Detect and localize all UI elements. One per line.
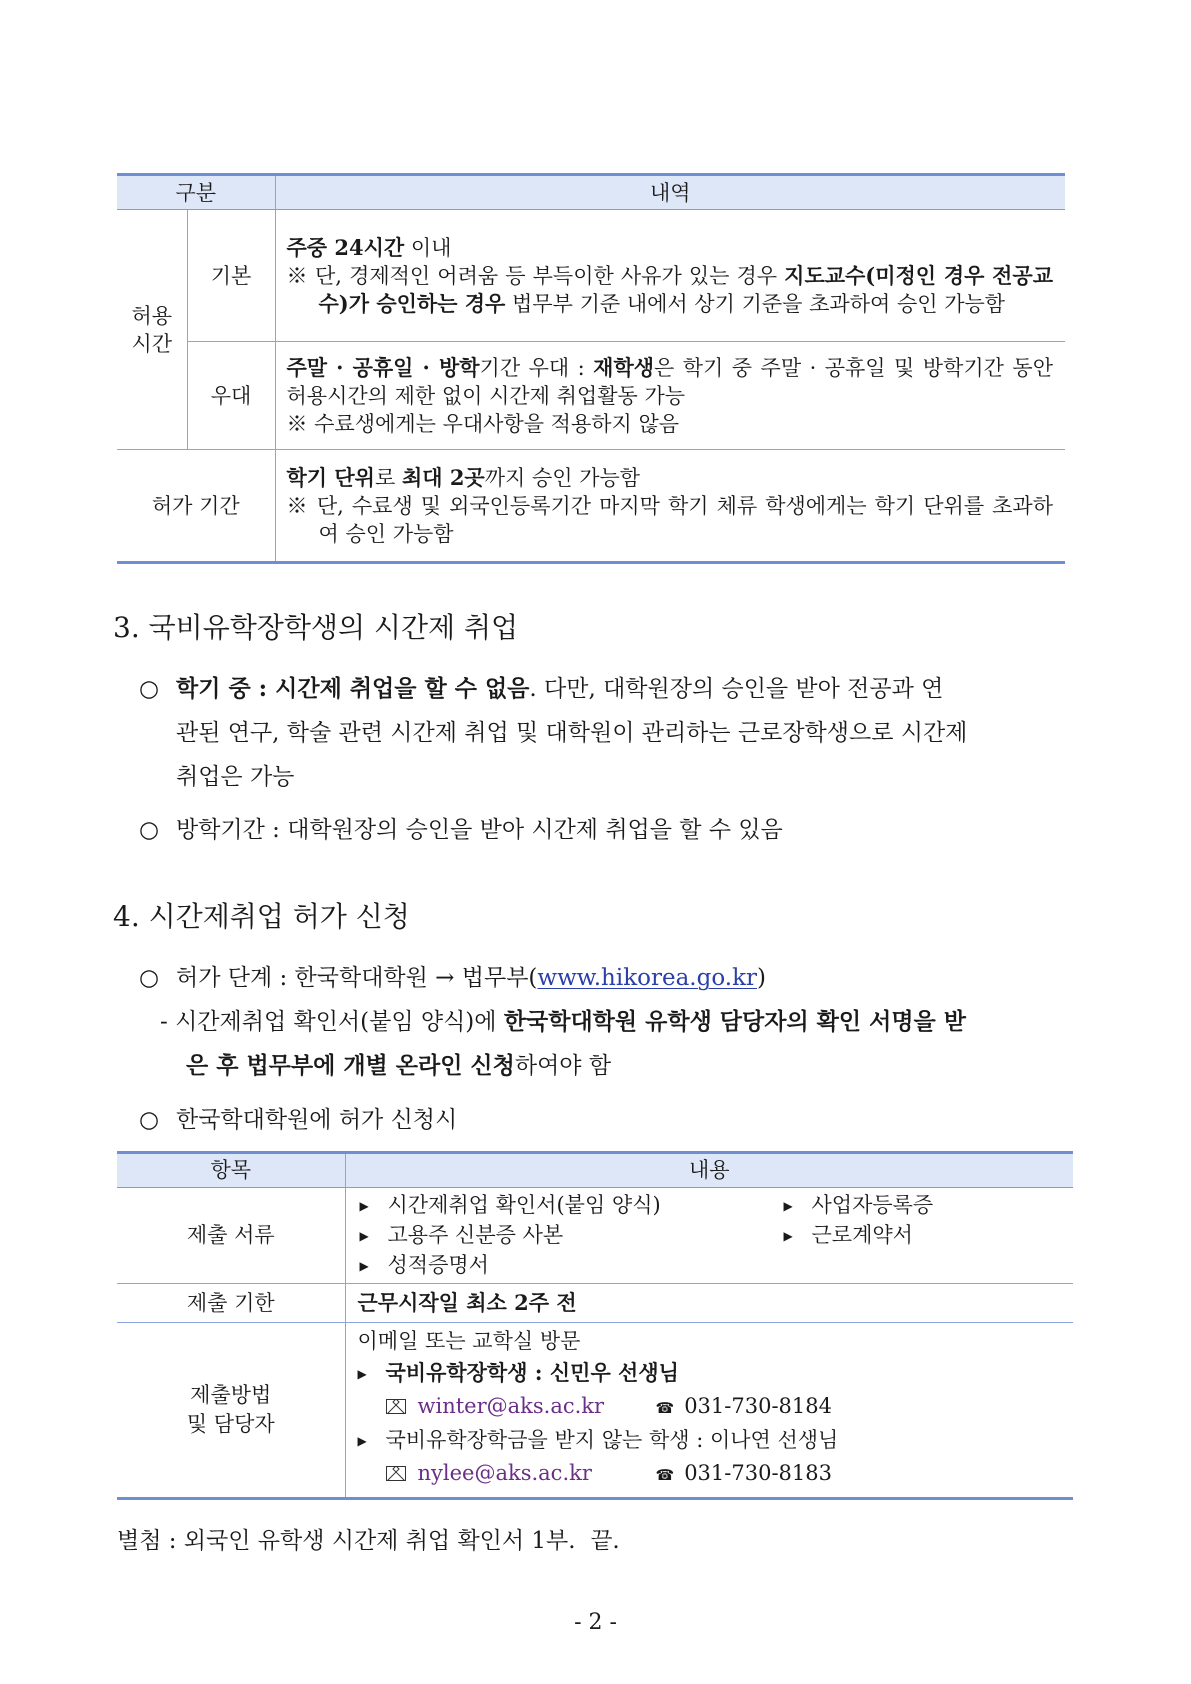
deadline-value: 근무시작일 최소 2주 전 xyxy=(345,1284,1073,1323)
method-label: 제출방법 및 담당자 xyxy=(117,1323,345,1499)
section3-item-semester-line2: 관된 연구, 학술 관련 시간제 취업 및 대학원이 관리하는 근로장학생으로 시간제 xyxy=(176,720,968,746)
triangle-right-icon: ▶ xyxy=(359,1198,369,1213)
page-number: - 2 - xyxy=(574,1610,617,1635)
preferential-label: 우대 xyxy=(187,342,275,450)
allowed-hours-label: 허용 시간 xyxy=(117,210,187,450)
envelope-icon xyxy=(386,1399,406,1414)
triangle-right-icon: ▶ xyxy=(359,1228,369,1243)
triangle-right-icon: ▶ xyxy=(357,1367,367,1381)
telephone-icon: ☎ xyxy=(655,1466,675,1484)
section4-heading: 4. 시간제취업 허가 신청 xyxy=(113,900,410,933)
section3-item-semester-line3: 취업은 가능 xyxy=(176,764,295,790)
section4-item-apply: ○ 한국학대학원에 허가 신청시 xyxy=(139,1098,1079,1142)
header-item: 항목 xyxy=(117,1153,345,1188)
section4-item-permit-steps: ○ 허가 단계 : 한국학대학원 → 법무부(www.hikorea.go.kr) xyxy=(139,956,1079,1000)
circle-bullet-icon: ○ xyxy=(139,1107,160,1133)
permit-period-label: 허가 기간 xyxy=(117,450,275,563)
circle-bullet-icon: ○ xyxy=(139,965,160,991)
section3-item-semester: ○ 학기 중 : 시간제 취업을 할 수 없음. 다만, 대학원장의 승인을 받아 전공과 연 xyxy=(139,667,1079,711)
work-hours-table xyxy=(117,173,1065,564)
circle-bullet-icon: ○ xyxy=(139,676,160,702)
envelope-icon xyxy=(386,1466,406,1481)
triangle-right-icon: ▶ xyxy=(783,1198,793,1213)
header-details: 내역 xyxy=(275,175,1065,210)
triangle-right-icon: ▶ xyxy=(783,1228,793,1243)
contact-1-email[interactable]: winter@aks.ac.kr xyxy=(417,1394,605,1418)
documents-list: ▶ 시간제취업 확인서(붙임 양식) ▶ 고용주 신분증 사본 ▶ 성적증명서 ▶ 사업자등록증 ▶ 근로계약서 xyxy=(345,1188,1073,1284)
triangle-right-icon: ▶ xyxy=(359,1258,369,1273)
section4-subitem-line2: 은 후 법무부에 개별 온라인 신청하여야 함 xyxy=(186,1052,612,1079)
attachment-note: 별첨 : 외국인 유학생 시간제 취업 확인서 1부. 끝. xyxy=(117,1528,620,1554)
application-table xyxy=(117,1151,1073,1500)
hikorea-link[interactable]: www.hikorea.go.kr xyxy=(537,965,758,991)
deadline-label: 제출 기한 xyxy=(117,1284,345,1323)
header-category: 구분 xyxy=(117,175,275,210)
method-details xyxy=(345,1323,1073,1499)
basic-details: 주중 24시간 이내 ※ 단, 경제적인 어려움 등 부득이한 사유가 있는 경우 지도교수(미정인 경우 전공교수)가 승인하는 경우 법무부 기준 내에서 상기 기준을 초과하여 승인 가능함 xyxy=(275,210,1065,342)
section3-item-vacation: ○ 방학기간 : 대학원장의 승인을 받아 시간제 취업을 할 수 있음 xyxy=(139,808,1079,852)
permit-period-details: 학기 단위로 최대 2곳까지 승인 가능함 ※ 단, 수료생 및 외국인등록기간 마지막 학기 체류 학생에게는 학기 단위를 초과하여 승인 가능함 xyxy=(275,450,1065,563)
preferential-details: 주말 · 공휴일 · 방학기간 우대 : 재학생은 학기 중 주말 · 공휴일 및 방학기간 동안 허용시간의 제한 없이 시간제 취업활동 가능 ※ 수료생에게는 우대사항을 적용하지 않음 xyxy=(275,342,1065,450)
contact-2-phone: 031-730-8183 xyxy=(684,1461,832,1485)
method-intro: 이메일 또는 교학실 방문 xyxy=(357,1329,581,1353)
contact-2-email[interactable]: nylee@aks.ac.kr xyxy=(417,1461,592,1485)
basic-label: 기본 xyxy=(187,210,275,342)
header-content: 내용 xyxy=(345,1153,1073,1188)
contact-1-phone: 031-730-8184 xyxy=(684,1394,832,1418)
section3-heading: 3. 국비유학장학생의 시간제 취업 xyxy=(113,611,519,644)
contact-1: ▶ 국비유학장학생 : 신민우 선생님 xyxy=(358,1357,1062,1390)
contact-2: ▶ 국비유학장학금을 받지 않는 학생 : 이나연 선생님 xyxy=(358,1424,1062,1457)
circle-bullet-icon: ○ xyxy=(139,817,160,843)
triangle-right-icon: ▶ xyxy=(357,1434,367,1448)
telephone-icon: ☎ xyxy=(655,1399,675,1417)
section4-subitem: - 시간제취업 확인서(붙임 양식)에 한국학대학원 유학생 담당자의 확인 서명을 받 xyxy=(160,1008,966,1035)
documents-label: 제출 서류 xyxy=(117,1188,345,1284)
